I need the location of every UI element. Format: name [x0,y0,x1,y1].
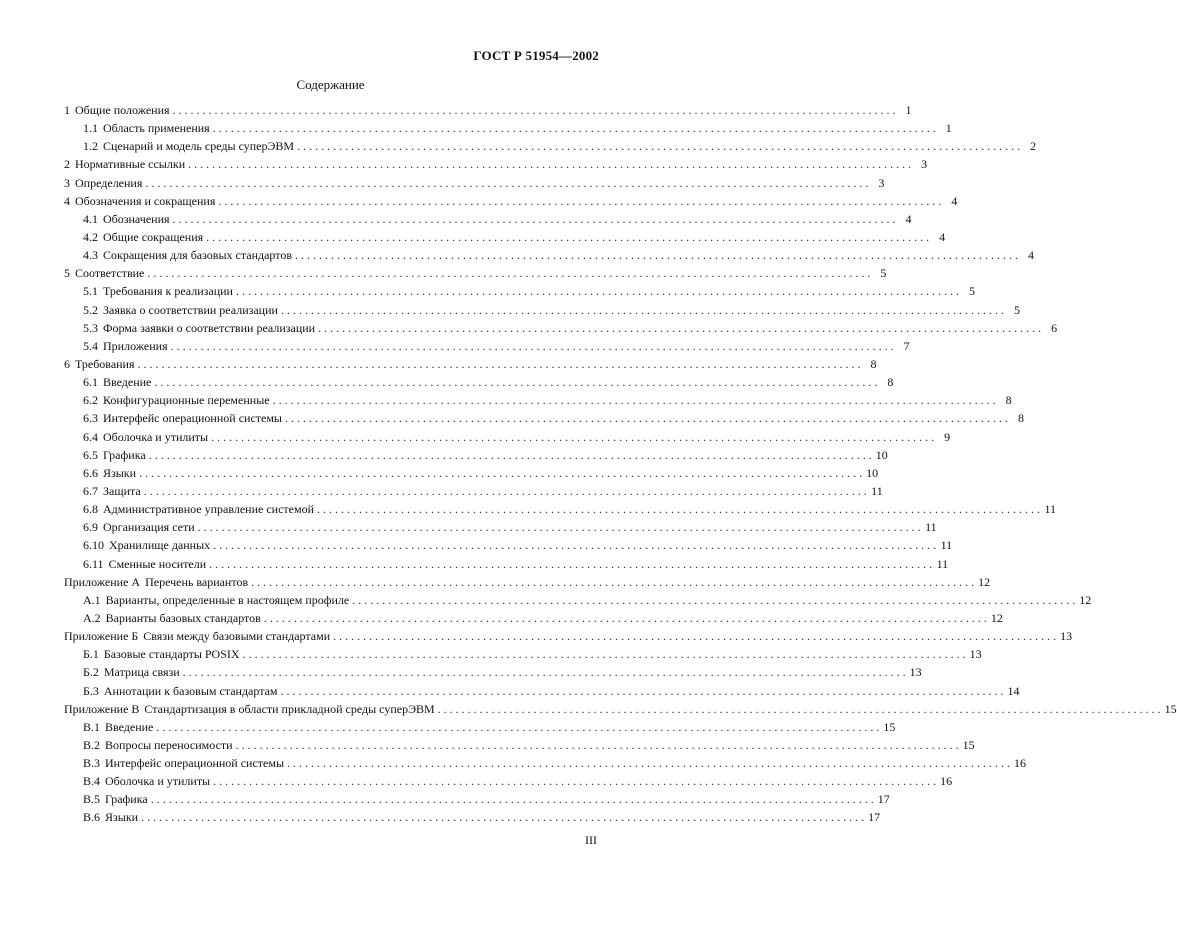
toc-entry-title: Хранилище данных [109,538,211,553]
table-of-contents [64,101,1177,827]
toc-entry-number: 6.5 [83,447,98,462]
toc-entry[interactable] [64,518,937,536]
toc-entry-page: 4 [1028,248,1035,263]
toc-entry-title: Оболочка и утилиты [103,429,209,444]
toc-entry-page: 8 [1005,393,1012,408]
toc-entry-number: 1.2 [83,139,98,154]
toc-dot-leader [213,536,936,554]
toc-entry-page: 8 [870,356,877,371]
toc-dot-leader [213,772,936,790]
toc-entry[interactable] [64,627,1073,645]
toc-entry-title: Нормативные ссылки [75,157,186,172]
toc-entry-title: Сокращения для базовых стандартов [103,248,293,263]
toc-entry-title: Графика [105,792,148,807]
toc-entry-page: 5 [1013,302,1020,317]
toc-entry-page: 15 [962,737,975,752]
toc-entry-title: Соответствие [75,266,145,281]
toc-dot-leader [209,555,932,573]
toc-dot-leader [285,409,1008,427]
toc-dot-leader [273,391,996,409]
toc-dot-leader [213,119,936,137]
toc-entry[interactable] [64,119,952,137]
toc-entry[interactable] [64,663,922,681]
toc-dot-leader [251,573,974,591]
toc-dot-leader [243,645,966,663]
toc-entry-title: Языки [105,810,139,825]
toc-entry[interactable] [64,790,890,808]
toc-entry-title: Обозначения [103,211,170,226]
toc-entry[interactable] [64,373,894,391]
toc-entry-number: 5.3 [83,320,98,335]
toc-entry-page: 11 [925,520,937,535]
toc-dot-leader [211,428,934,446]
toc-entry-number: 4.3 [83,248,98,263]
toc-entry-page: 3 [878,175,885,190]
toc-entry[interactable] [64,264,887,282]
toc-dot-leader [287,754,1010,772]
toc-dot-leader [295,246,1018,264]
toc-entry[interactable] [64,536,953,554]
toc-entry-title: Матрица связи [103,665,180,680]
toc-dot-leader [198,518,921,536]
toc-dot-leader [236,736,959,754]
toc-entry-number: Приложение В [64,701,140,716]
toc-dot-leader [318,319,1041,337]
toc-dot-leader [352,591,1075,609]
toc-dot-leader [173,210,896,228]
toc-entry-page: 9 [944,429,951,444]
toc-entry-number: Приложение А [64,574,141,589]
toc-entry[interactable] [64,282,975,300]
toc-entry-title: Введение [103,375,152,390]
toc-entry[interactable] [64,718,896,736]
toc-entry-page: 11 [936,556,949,571]
toc-entry-page: 13 [909,665,922,680]
toc-entry-number: 6.1 [83,375,98,390]
toc-dot-leader [281,301,1004,319]
toc-entry-page: 5 [880,266,887,281]
toc-dot-leader [144,482,867,500]
toc-entry-title: Заявка о соответствии реализации [103,302,278,317]
toc-entry-title: Общие положения [75,103,170,117]
toc-entry-page: 15 [883,719,896,734]
toc-entry-number: 6.9 [83,520,98,535]
toc-entry-page: 15 [1164,701,1177,716]
toc-entry-title: Административное управление системой [103,502,314,517]
toc-entry-page: 2 [1030,139,1037,154]
toc-dot-leader [138,355,861,373]
toc-entry-title: Конфигурационные переменные [103,393,270,408]
toc-entry[interactable] [64,645,982,663]
toc-entry-page: 4 [939,229,946,244]
toc-entry-number: 6.7 [83,483,98,498]
toc-entry-number: 6.6 [83,465,98,480]
toc-entry[interactable] [64,174,885,192]
toc-entry-number: 2 [64,157,70,172]
toc-entry-title: Сменные носители [108,556,207,571]
toc-entry-title: Варианты базовых стандартов [105,610,261,625]
toc-dot-leader [154,373,877,391]
toc-entry[interactable] [64,355,877,373]
toc-entry-number: 4.1 [83,211,98,226]
toc-entry-page: 12 [990,610,1003,625]
toc-entry-number: 6.4 [83,429,98,444]
toc-entry[interactable] [64,228,946,246]
toc-entry-title: Варианты, определенные в настоящем профиле [105,592,350,607]
toc-dot-leader [281,682,1004,700]
toc-entry[interactable] [64,301,1020,319]
toc-entry-number: 4.2 [83,229,98,244]
toc-entry[interactable] [64,337,910,355]
toc-dot-leader [151,790,874,808]
toc-entry-page: 3 [921,157,928,172]
toc-entry-number: В.1 [83,719,101,734]
toc-dot-leader [297,137,1020,155]
toc-entry-title: Графика [103,447,146,462]
toc-entry-number: 6.10 [83,538,104,553]
toc-entry-page: 17 [877,792,890,807]
toc-entry-title: Сценарий и модель среды суперЭВМ [103,139,295,154]
toc-entry-title: Защита [103,483,141,498]
toc-entry-title: Оболочка и утилиты [105,774,211,789]
toc-entry[interactable] [64,210,912,228]
toc-entry-page: 13 [1060,629,1073,644]
toc-entry-page: 10 [875,447,888,462]
toc-entry-number: Б.2 [83,665,99,680]
toc-entry-page: 11 [871,483,883,498]
toc-entry-title: Область применения [103,121,210,136]
toc-dot-leader [141,808,864,826]
toc-entry-number: В.6 [83,810,101,825]
toc-entry[interactable] [64,736,975,754]
toc-entry-page: 12 [1079,592,1092,607]
toc-entry-page: 7 [903,338,910,353]
toc-dot-leader [438,700,1161,718]
toc-entry-number: 5.4 [83,338,98,353]
toc-entry-number: 4 [64,193,70,208]
toc-entry[interactable] [64,155,928,173]
toc-dot-leader [173,101,896,119]
toc-entry-number: 5.1 [83,284,98,299]
toc-dot-leader [317,500,1040,518]
toc-entry[interactable] [64,137,1037,155]
toc-entry[interactable] [64,192,958,210]
toc-entry-title: Вопросы переносимости [105,737,233,752]
toc-dot-leader [236,282,959,300]
toc-entry[interactable] [64,482,883,500]
toc-dot-leader [218,192,941,210]
toc-entry-title: Общие сокращения [103,229,204,244]
toc-entry[interactable] [64,573,991,591]
toc-dot-leader [149,446,872,464]
toc-entry-title: Форма заявки о соответствии реализации [103,320,316,335]
toc-entry[interactable] [64,101,912,119]
toc-entry[interactable] [64,682,1020,700]
toc-entry-number: 6.2 [83,393,98,408]
toc-entry-page: 13 [969,647,982,662]
toc-entry-number: 6 [64,356,70,371]
toc-entry-number: В.2 [83,737,101,752]
toc-entry-title: Организация сети [103,520,195,535]
toc-entry-title: Аннотации к базовым стандартам [103,683,278,698]
toc-entry-title: Введение [105,719,154,734]
toc-entry-number: 5 [64,266,70,281]
toc-entry[interactable] [64,464,879,482]
toc-entry-title: Языки [103,465,137,480]
toc-entry[interactable] [64,391,1012,409]
toc-dot-leader [171,337,894,355]
toc-entry-number: Б.3 [83,683,99,698]
toc-entry-page: 1 [945,121,952,136]
toc-entry-page: 10 [866,465,879,480]
document-header: ГОСТ Р 51954—2002 [473,48,599,63]
toc-entry[interactable] [64,409,1024,427]
toc-entry[interactable] [64,319,1058,337]
page-number: III [585,833,597,847]
toc-entry[interactable] [64,446,888,464]
toc-entry-title: Требования к реализации [103,284,233,299]
toc-dot-leader [206,228,929,246]
toc-entry-number: А.2 [83,610,101,625]
toc-entry-number: А.1 [83,592,101,607]
toc-title: Содержание [296,77,365,92]
toc-entry-number: 6.3 [83,411,98,426]
toc-entry-number: 5.2 [83,302,98,317]
toc-entry[interactable] [64,428,951,446]
toc-entry-number: 1 [64,103,70,117]
toc-entry-title: Стандартизация в области прикладной среды суперЭВМ [144,701,435,716]
toc-entry-title: Базовые стандарты POSIX [103,647,240,662]
toc-entry-page: 17 [868,810,881,825]
toc-entry-title: Обозначения и сокращения [75,193,216,208]
toc-entry-page: 5 [968,284,975,299]
toc-entry-number: Б.1 [83,647,99,662]
toc-dot-leader [139,464,862,482]
toc-entry[interactable] [64,591,1092,609]
toc-dot-leader [188,155,911,173]
toc-entry[interactable] [64,555,949,573]
toc-entry-page: 11 [940,538,953,553]
toc-entry-title: Определения [75,175,143,190]
toc-entry[interactable] [64,246,1035,264]
toc-entry[interactable] [64,700,1177,718]
toc-entry[interactable] [64,808,881,826]
toc-entry-page: 16 [940,774,953,789]
toc-entry-title: Связи между базовыми стандартами [143,629,331,644]
toc-entry-page: 8 [1018,411,1024,426]
toc-entry-title: Интерфейс операционной системы [105,756,285,771]
toc-entry-number: 1.1 [83,121,98,136]
toc-entry-page: 4 [905,211,912,226]
toc-entry-title: Требования [75,356,135,371]
toc-entry[interactable] [64,754,1027,772]
toc-entry-number: 6.8 [83,502,98,517]
toc-dot-leader [264,609,987,627]
toc-entry-number: В.5 [83,792,101,807]
toc-entry-page: 6 [1051,320,1058,335]
toc-entry-number: В.3 [83,756,101,771]
toc-entry-title: Приложения [103,338,168,353]
toc-entry-page: 8 [887,375,894,390]
toc-entry-page: 16 [1014,756,1027,771]
toc-entry-page: 12 [978,574,991,589]
toc-entry-page: 1 [905,103,912,117]
toc-entry-page: 11 [1044,502,1056,517]
toc-dot-leader [147,264,870,282]
toc-dot-leader [183,663,906,681]
toc-entry-page: 4 [951,193,958,208]
toc-entry-number: В.4 [83,774,101,789]
toc-entry[interactable] [64,609,1003,627]
toc-entry-number: Приложение Б [64,629,139,644]
toc-dot-leader [333,627,1056,645]
toc-entry-title: Интерфейс операционной системы [103,411,282,426]
toc-entry-number: 3 [64,175,70,190]
toc-entry[interactable] [64,772,953,790]
toc-entry-title: Перечень вариантов [145,574,249,589]
toc-entry-number: 6.11 [83,556,104,571]
toc-dot-leader [156,718,879,736]
toc-dot-leader [145,174,868,192]
toc-entry[interactable] [64,500,1056,518]
toc-entry-page: 14 [1007,683,1020,698]
